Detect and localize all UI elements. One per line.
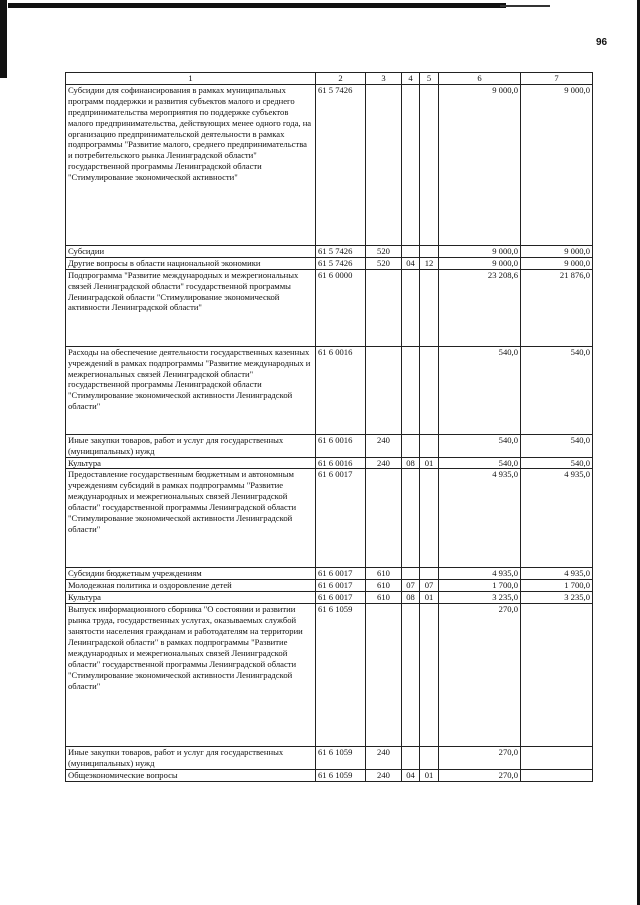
cell-amount1: 270,0 <box>439 769 521 781</box>
cell-type: 240 <box>366 747 402 770</box>
table-row <box>66 257 593 269</box>
cell-type: 240 <box>366 434 402 457</box>
table-row <box>66 346 593 434</box>
cell-amount2: 9 000,0 <box>521 257 593 269</box>
cell-amount2: 540,0 <box>521 346 593 434</box>
table-row <box>66 245 593 257</box>
cell-subsection: 01 <box>420 592 439 604</box>
cell-amount1: 9 000,0 <box>439 84 521 245</box>
cell-amount2: 4 935,0 <box>521 469 593 568</box>
cell-code: 61 5 7426 <box>316 257 366 269</box>
cell-amount2 <box>521 769 593 781</box>
cell-amount1: 9 000,0 <box>439 257 521 269</box>
cell-subsection <box>420 747 439 770</box>
cell-section <box>402 469 420 568</box>
cell-amount1: 3 235,0 <box>439 592 521 604</box>
cell-subsection: 12 <box>420 257 439 269</box>
cell-amount1: 23 208,6 <box>439 269 521 346</box>
cell-subsection <box>420 469 439 568</box>
cell-name: Другие вопросы в области национальной экономики <box>66 257 316 269</box>
budget-table <box>65 72 593 782</box>
cell-name: Иные закупки товаров, работ и услуг для государственных (муниципальных) нужд <box>66 747 316 770</box>
header-cell: 1 <box>66 73 316 85</box>
header-cell: 6 <box>439 73 521 85</box>
cell-code: 61 6 0017 <box>316 469 366 568</box>
scan-edge-top-tail <box>500 5 550 7</box>
cell-type: 240 <box>366 457 402 469</box>
cell-code: 61 6 0000 <box>316 269 366 346</box>
header-cell: 3 <box>366 73 402 85</box>
cell-subsection <box>420 269 439 346</box>
cell-name: Выпуск информационного сборника "О состоянии и развитии рынка труда, государственных услугах, оказываемых службой занятости населения гражданам и работодателям на территории Ленинградской области" в рамках подпрограммы "Развитие международных и межрегиональных связей Ленинградской области" государственной программы Ленинградской области "Стимулирование экономической активности Ленинградской области" <box>66 604 316 747</box>
cell-code: 61 6 1059 <box>316 747 366 770</box>
cell-name: Предоставление государственным бюджетным и автономным учреждениям субсидий в рамках подпрограммы "Развитие международных и межрегиональных связей Ленинградской области" государственной программы Ленинградской области "Стимулирование экономической активности Ленинградской области" <box>66 469 316 568</box>
table-row <box>66 747 593 770</box>
cell-amount1: 1 700,0 <box>439 580 521 592</box>
cell-type <box>366 346 402 434</box>
cell-amount1: 540,0 <box>439 457 521 469</box>
table-row <box>66 457 593 469</box>
scan-edge-left <box>0 0 7 78</box>
cell-amount2: 3 235,0 <box>521 592 593 604</box>
table-row <box>66 469 593 568</box>
cell-code: 61 6 0017 <box>316 592 366 604</box>
cell-type <box>366 469 402 568</box>
cell-amount1: 270,0 <box>439 747 521 770</box>
cell-section: 04 <box>402 257 420 269</box>
header-row <box>66 73 593 85</box>
cell-amount1: 270,0 <box>439 604 521 747</box>
cell-amount2 <box>521 747 593 770</box>
cell-type: 240 <box>366 769 402 781</box>
cell-name: Культура <box>66 592 316 604</box>
cell-name: Субсидии <box>66 245 316 257</box>
cell-amount2: 540,0 <box>521 457 593 469</box>
cell-code: 61 6 1059 <box>316 604 366 747</box>
table-row <box>66 592 593 604</box>
cell-section <box>402 245 420 257</box>
cell-amount1: 540,0 <box>439 346 521 434</box>
cell-subsection <box>420 568 439 580</box>
cell-section: 08 <box>402 457 420 469</box>
cell-type: 520 <box>366 245 402 257</box>
cell-name: Субсидии для софинансирования в рамках муниципальных программ поддержки и развития субъектов малого и среднего предпринимательства мероприятия по поддержке субъектов малого предпринимательства, действующих менее одного года, на организацию предпринимательской деятельности в рамках подпрограммы "Развитие малого, среднего предпринимательства и потребительского рынка Ленинградской области" государственной программы Ленинградской области "Стимулирование экономической активности" <box>66 84 316 245</box>
cell-name: Молодежная политика и оздоровление детей <box>66 580 316 592</box>
table-row <box>66 84 593 245</box>
cell-section <box>402 604 420 747</box>
cell-subsection <box>420 84 439 245</box>
cell-type <box>366 84 402 245</box>
cell-type <box>366 269 402 346</box>
table-row <box>66 769 593 781</box>
cell-subsection: 01 <box>420 457 439 469</box>
header-cell: 4 <box>402 73 420 85</box>
cell-amount2: 4 935,0 <box>521 568 593 580</box>
cell-type: 610 <box>366 580 402 592</box>
cell-type: 520 <box>366 257 402 269</box>
page-number: 96 <box>596 37 608 48</box>
cell-amount1: 540,0 <box>439 434 521 457</box>
table-row <box>66 269 593 346</box>
cell-section <box>402 84 420 245</box>
table-row <box>66 580 593 592</box>
cell-name: Общеэкономические вопросы <box>66 769 316 781</box>
cell-code: 61 5 7426 <box>316 245 366 257</box>
table-row <box>66 568 593 580</box>
cell-section <box>402 269 420 346</box>
cell-section: 04 <box>402 769 420 781</box>
cell-section <box>402 346 420 434</box>
cell-type: 610 <box>366 592 402 604</box>
header-cell: 2 <box>316 73 366 85</box>
table-row <box>66 604 593 747</box>
cell-subsection: 01 <box>420 769 439 781</box>
cell-subsection: 07 <box>420 580 439 592</box>
cell-section <box>402 747 420 770</box>
cell-name: Расходы на обеспечение деятельности государственных казенных учреждений в рамках подпрограммы "Развитие международных и межрегиональных связей Ленинградской области" государственной программы Ленинградской области "Стимулирование экономической активности Ленинградской области" <box>66 346 316 434</box>
cell-section: 08 <box>402 592 420 604</box>
header-cell: 5 <box>420 73 439 85</box>
cell-section <box>402 434 420 457</box>
cell-code: 61 6 0016 <box>316 434 366 457</box>
cell-amount2: 9 000,0 <box>521 84 593 245</box>
cell-name: Иные закупки товаров, работ и услуг для государственных (муниципальных) нужд <box>66 434 316 457</box>
header-cell: 7 <box>521 73 593 85</box>
cell-subsection <box>420 434 439 457</box>
cell-name: Культура <box>66 457 316 469</box>
cell-subsection <box>420 245 439 257</box>
cell-section: 07 <box>402 580 420 592</box>
cell-code: 61 6 1059 <box>316 769 366 781</box>
cell-subsection <box>420 346 439 434</box>
cell-amount1: 4 935,0 <box>439 469 521 568</box>
cell-name: Субсидии бюджетным учреждениям <box>66 568 316 580</box>
cell-amount2: 1 700,0 <box>521 580 593 592</box>
cell-name: Подпрограмма "Развитие международных и межрегиональных связей Ленинградской области" государственной программы Ленинградской области "Стимулирование экономической активности Ленинградской области" <box>66 269 316 346</box>
cell-amount2: 9 000,0 <box>521 245 593 257</box>
table-row <box>66 434 593 457</box>
scan-edge-top <box>8 3 506 8</box>
cell-amount1: 4 935,0 <box>439 568 521 580</box>
cell-code: 61 6 0016 <box>316 457 366 469</box>
cell-code: 61 6 0017 <box>316 568 366 580</box>
cell-code: 61 6 0016 <box>316 346 366 434</box>
cell-amount2: 21 876,0 <box>521 269 593 346</box>
cell-section <box>402 568 420 580</box>
cell-code: 61 5 7426 <box>316 84 366 245</box>
cell-amount2: 540,0 <box>521 434 593 457</box>
cell-amount2 <box>521 604 593 747</box>
cell-type: 610 <box>366 568 402 580</box>
cell-amount1: 9 000,0 <box>439 245 521 257</box>
cell-code: 61 6 0017 <box>316 580 366 592</box>
cell-type <box>366 604 402 747</box>
cell-subsection <box>420 604 439 747</box>
